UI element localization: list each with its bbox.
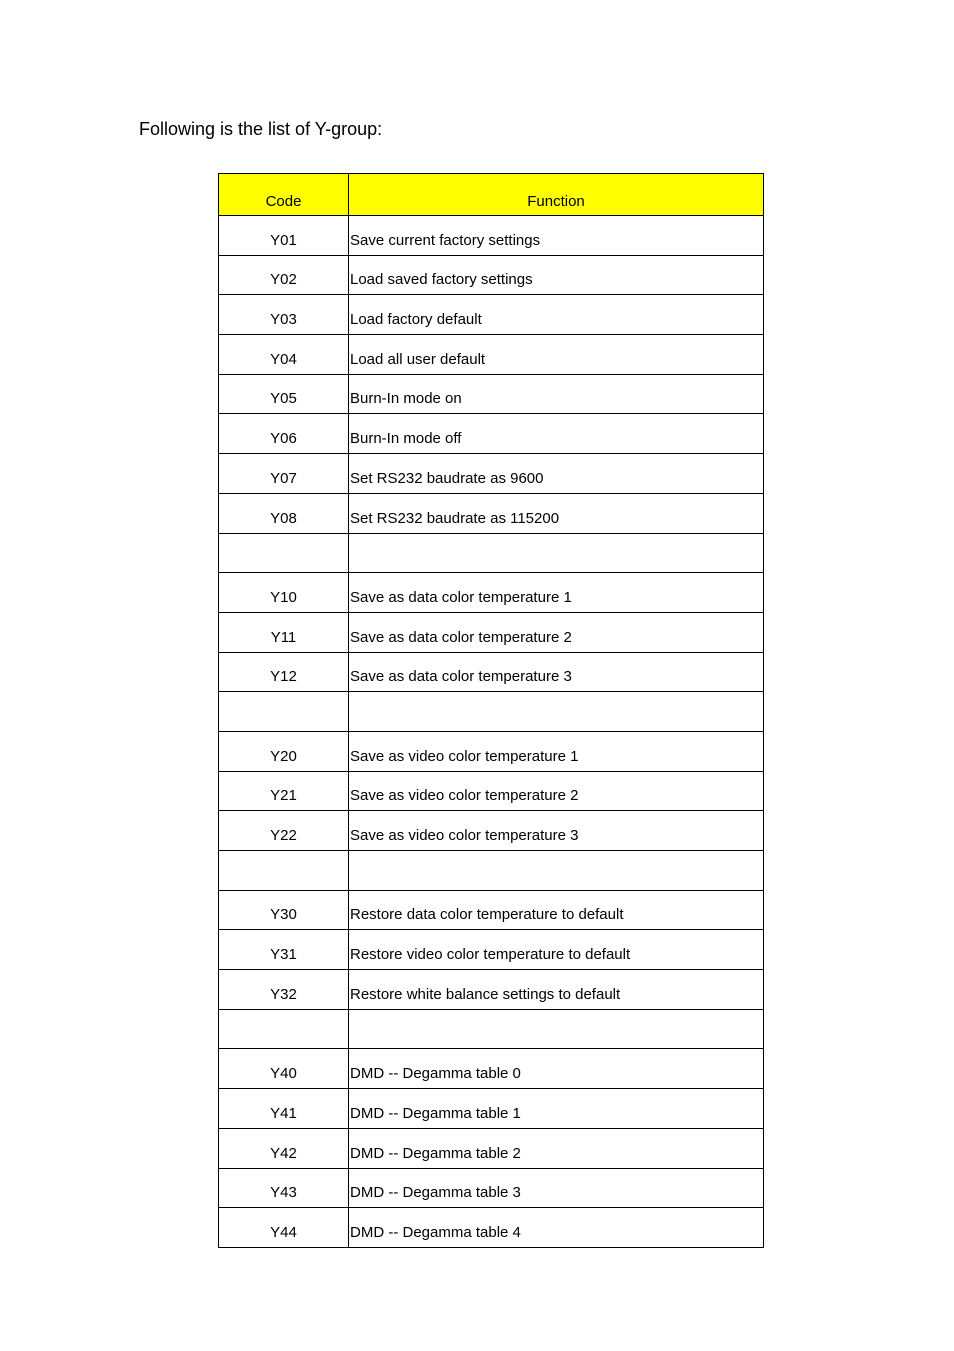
table-row (219, 851, 764, 891)
table-body (219, 216, 764, 1248)
code-cell: Y11 (219, 612, 349, 652)
table-row (219, 1128, 764, 1168)
table-row (219, 1168, 764, 1208)
table-row (219, 335, 764, 375)
table-row (219, 255, 764, 295)
code-cell (219, 533, 349, 573)
code-cell: Y31 (219, 930, 349, 970)
code-cell: Y05 (219, 374, 349, 414)
table-row (219, 1049, 764, 1089)
table-row (219, 295, 764, 335)
function-cell: Save current factory settings (349, 216, 764, 256)
function-cell (349, 851, 764, 891)
code-cell: Y12 (219, 652, 349, 692)
code-cell (219, 1009, 349, 1049)
code-cell: Y40 (219, 1049, 349, 1089)
table-row (219, 454, 764, 494)
code-cell (219, 851, 349, 891)
function-cell: Load saved factory settings (349, 255, 764, 295)
table-row (219, 970, 764, 1010)
function-cell: Restore data color temperature to default (349, 890, 764, 930)
function-cell: Restore video color temperature to default (349, 930, 764, 970)
table-row (219, 811, 764, 851)
function-cell: DMD -- Degamma table 1 (349, 1089, 764, 1129)
table-row (219, 1208, 764, 1248)
function-cell: Load all user default (349, 335, 764, 375)
code-cell: Y06 (219, 414, 349, 454)
table-row (219, 1089, 764, 1129)
code-cell: Y42 (219, 1128, 349, 1168)
function-cell (349, 692, 764, 732)
table-row (219, 374, 764, 414)
code-cell: Y04 (219, 335, 349, 375)
function-cell (349, 533, 764, 573)
code-cell: Y03 (219, 295, 349, 335)
code-cell: Y10 (219, 573, 349, 613)
function-cell (349, 1009, 764, 1049)
table-row (219, 533, 764, 573)
function-cell: Save as data color temperature 2 (349, 612, 764, 652)
table-row (219, 930, 764, 970)
function-cell: DMD -- Degamma table 3 (349, 1168, 764, 1208)
function-cell: DMD -- Degamma table 2 (349, 1128, 764, 1168)
table-row (219, 890, 764, 930)
table-header-row (219, 174, 764, 216)
function-cell: Set RS232 baudrate as 9600 (349, 454, 764, 494)
code-cell: Y08 (219, 493, 349, 533)
code-cell: Y20 (219, 731, 349, 771)
table-row (219, 771, 764, 811)
header-function: Function (349, 174, 764, 216)
intro-text: Following is the list of Y-group: (139, 119, 383, 139)
function-cell: Burn-In mode on (349, 374, 764, 414)
table-row (219, 652, 764, 692)
table-row (219, 1009, 764, 1049)
table-row (219, 731, 764, 771)
code-cell: Y30 (219, 890, 349, 930)
table-row (219, 216, 764, 256)
function-cell: Restore white balance settings to default (349, 970, 764, 1010)
function-cell: Save as data color temperature 1 (349, 573, 764, 613)
function-cell: Save as video color temperature 3 (349, 811, 764, 851)
function-cell: Load factory default (349, 295, 764, 335)
code-cell: Y22 (219, 811, 349, 851)
code-cell: Y44 (219, 1208, 349, 1248)
code-cell: Y01 (219, 216, 349, 256)
code-cell: Y21 (219, 771, 349, 811)
table-row (219, 493, 764, 533)
function-cell: Set RS232 baudrate as 115200 (349, 493, 764, 533)
code-cell: Y07 (219, 454, 349, 494)
header-code: Code (219, 174, 349, 216)
function-cell: Burn-In mode off (349, 414, 764, 454)
code-cell: Y32 (219, 970, 349, 1010)
function-cell: Save as data color temperature 3 (349, 652, 764, 692)
function-cell: Save as video color temperature 2 (349, 771, 764, 811)
code-cell: Y41 (219, 1089, 349, 1129)
function-cell: DMD -- Degamma table 0 (349, 1049, 764, 1089)
code-cell (219, 692, 349, 732)
function-cell: Save as video color temperature 1 (349, 731, 764, 771)
table-row (219, 692, 764, 732)
code-cell: Y02 (219, 255, 349, 295)
table-row (219, 573, 764, 613)
y-group-table (218, 173, 764, 1248)
table-row (219, 414, 764, 454)
code-cell: Y43 (219, 1168, 349, 1208)
function-cell: DMD -- Degamma table 4 (349, 1208, 764, 1248)
table-row (219, 612, 764, 652)
